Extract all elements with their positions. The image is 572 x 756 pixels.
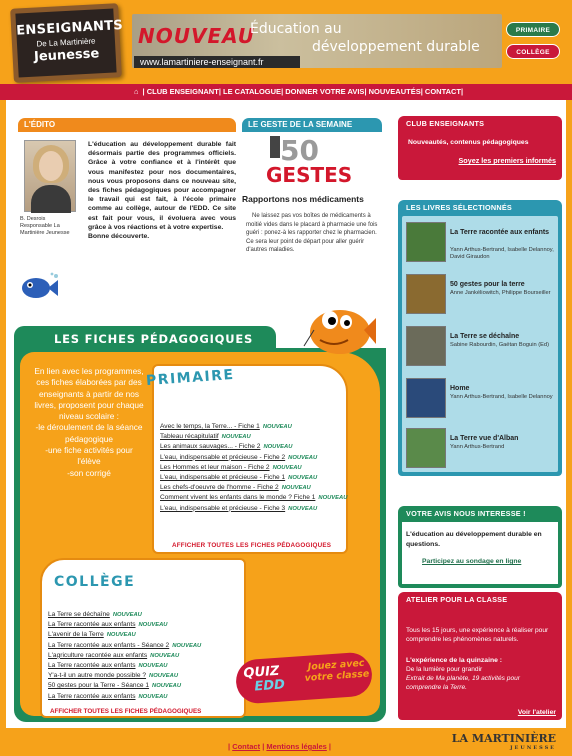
nav-item-catalogue[interactable]: LE CATALOGUE bbox=[223, 87, 282, 96]
atelier-title: ATELIER POUR LA CLASSE bbox=[406, 595, 508, 604]
banner-nouveau: NOUVEAU bbox=[138, 24, 255, 48]
book-title[interactable]: 50 gestes pour la terre bbox=[450, 281, 525, 288]
main-nav: ⌂ | CLUB ENSEIGNANT| LE CATALOGUE| DONNER VOTRE AVIS| NOUVEAUTÉS| CONTACT| bbox=[0, 84, 572, 100]
atelier-extrait: Extrait de Ma planète, 19 activités pour comprendre la Terre. bbox=[406, 675, 520, 691]
list-item[interactable]: L'agriculture racontée aux enfants NOUVEAU bbox=[48, 651, 180, 659]
publisher-logo[interactable] bbox=[452, 732, 556, 751]
book-authors: Sabine Rabourdin, Gaëtan Boguin (Ed) bbox=[450, 342, 549, 348]
publisher-name: LA MARTINIÈRE bbox=[451, 732, 556, 745]
fiches-intro: En lien avec les programmes, ces fiches élaborées par des enseignants à partir de nos livres, proposent pour chaque niveau scolaire : -le déroulement de la séance pédagogique -une fiche activités pour l'élève -son corrigé bbox=[34, 366, 144, 478]
footer-contact-link[interactable]: Contact bbox=[232, 742, 261, 751]
book-cover[interactable] bbox=[406, 222, 446, 262]
book-item[interactable] bbox=[406, 222, 554, 266]
book-cover[interactable] bbox=[406, 326, 446, 366]
edito-text: L'éducation au développement durable fait désormais partie des programmes officiels. Grâce à votre confiance et à l'intérêt que vous manifestez pour nos documentaires, nous vous proposons dans ce nouveau site, des fiches pédagogiques pour accompagner le travail qui est fait, à l'école primaire comme au collège, autour de l'EDD. Ce site est fait pour vous, il évoluera avec vous grâce à vos réactions et à votre expertise. Bonne découverte. bbox=[88, 141, 236, 241]
livres-list bbox=[402, 216, 558, 472]
book-title[interactable]: La Terre vue d'Alban bbox=[450, 435, 519, 442]
quiz-label: QUIZ bbox=[243, 663, 280, 682]
club-panel bbox=[398, 116, 562, 180]
author-photo bbox=[24, 140, 76, 212]
fiches-title: LES FICHES PÉDAGOGIQUES bbox=[14, 326, 276, 352]
book-item[interactable] bbox=[406, 428, 554, 472]
photo-face bbox=[39, 151, 63, 181]
list-item[interactable]: Les Hommes et leur maison - Fiche 2 NOUVEAU bbox=[160, 463, 302, 471]
nav-item-club[interactable]: CLUB ENSEIGNANT bbox=[146, 87, 219, 96]
list-item[interactable]: La Terre se déchaîne NOUVEAU bbox=[48, 611, 142, 618]
logo-line2: De La Martinière bbox=[36, 36, 96, 49]
atelier-link[interactable]: Voir l'atelier bbox=[517, 709, 556, 716]
list-item[interactable]: Tableau récapitulatif NOUVEAU bbox=[160, 433, 251, 441]
list-item[interactable]: L'avenir de la Terre NOUVEAU bbox=[48, 631, 136, 639]
site-logo[interactable] bbox=[10, 3, 122, 83]
nav-item-avis[interactable]: DONNER VOTRE AVIS bbox=[285, 87, 365, 96]
primaire-title: PRIMAIRE bbox=[145, 366, 236, 390]
list-item[interactable]: L'eau, indispensable et précieuse - Fiche 3 NOUVEAU bbox=[160, 504, 318, 512]
avis-text: L'éducation au développement durable en questions. bbox=[406, 531, 542, 548]
footer bbox=[6, 730, 566, 756]
avis-link[interactable]: Participez au sondage en ligne bbox=[422, 558, 522, 565]
book-cover[interactable] bbox=[406, 378, 446, 418]
home-icon[interactable]: ⌂ bbox=[134, 87, 139, 96]
blue-fish-illustration bbox=[16, 272, 60, 302]
college-box bbox=[40, 558, 246, 718]
banner-url: www.lamartiniere-enseignant.fr bbox=[134, 56, 300, 68]
club-link[interactable]: Soyez les premiers informés bbox=[458, 156, 556, 165]
banner-edu-line1: Éducation au bbox=[250, 21, 342, 37]
college-button[interactable]: COLLÈGE bbox=[506, 44, 560, 59]
main-content bbox=[6, 100, 566, 728]
book-cover[interactable] bbox=[406, 428, 446, 468]
list-item[interactable]: La Terre racontée aux enfants NOUVEAU bbox=[48, 662, 168, 670]
list-item[interactable]: L'eau, indispensable et précieuse - Fiche 1 NOUVEAU bbox=[160, 474, 318, 482]
photo-body bbox=[31, 185, 71, 213]
logo-line3: Jeunesse bbox=[33, 46, 100, 65]
geste-logo-word: GESTES bbox=[266, 163, 353, 186]
quinzaine-label: L'expérience de la quinzaine : bbox=[406, 657, 503, 664]
book-title[interactable]: La Terre racontée aux enfants bbox=[450, 229, 550, 236]
avis-panel bbox=[398, 506, 562, 588]
book-authors: Anne Jankéliowitch, Philippe Bourseiller bbox=[450, 290, 551, 296]
footer-links: | Contact | Mentions légales | bbox=[228, 742, 332, 751]
list-item[interactable]: La Terre racontée aux enfants - Séance 2 NOUVEAU bbox=[48, 641, 202, 649]
book-authors: Yann Arthus-Bertrand, Isabelle Delannoy bbox=[450, 394, 553, 400]
list-item[interactable]: L'eau, indispensable et précieuse - Fiche 2 NOUVEAU bbox=[160, 453, 318, 461]
book-title[interactable]: Home bbox=[450, 385, 470, 392]
geste-text: Ne laissez pas vos boîtes de médicaments à moitié vides dans le placard à pharmacie une fois guéri : ponez-à les rapporter chez le pharmacien. Ce sera leur point de départ pour aller guérir d'autres maladies. bbox=[246, 213, 378, 254]
primaire-show-all-link[interactable]: AFFICHER TOUTES LES FICHES PÉDAGOGIQUES bbox=[172, 542, 332, 549]
geste-headline: Rapportons nos médicaments bbox=[242, 194, 364, 204]
header bbox=[0, 0, 572, 86]
college-list bbox=[48, 610, 248, 702]
quiz-tagline: Jouez avec votre classe bbox=[304, 657, 370, 684]
book-title[interactable]: La Terre se déchaîne bbox=[450, 333, 520, 340]
avis-title: VOTRE AVIS NOUS INTERESSE ! bbox=[406, 509, 526, 518]
publisher-sub: JEUNESSE bbox=[510, 745, 556, 751]
banner-edu-line2: développement durable bbox=[312, 39, 480, 55]
author-caption: B. Desrois Responsable La Martinière Jeunesse bbox=[20, 216, 70, 236]
livres-title: LES LIVRES SÉLECTIONNÉS bbox=[406, 203, 512, 212]
club-text: Nouveautés, contenus pédagogiques bbox=[408, 139, 529, 146]
college-title: COLLÈGE bbox=[54, 574, 136, 590]
list-item[interactable]: Les animaux sauvages... - Fiche 2 NOUVEAU bbox=[160, 443, 293, 451]
primaire-list bbox=[160, 422, 350, 514]
book-authors: Yann Arthus-Bertrand bbox=[450, 444, 505, 450]
primaire-box bbox=[152, 364, 348, 554]
quiz-edd-label: EDD bbox=[253, 677, 286, 695]
list-item[interactable]: La Terre racontée aux enfants NOUVEAU bbox=[48, 692, 168, 700]
geste-logo-num: 50 bbox=[280, 134, 319, 167]
header-banner bbox=[132, 14, 502, 68]
primaire-button[interactable]: PRIMAIRE bbox=[506, 22, 560, 37]
quinzaine-text: De la lumière pour grandir bbox=[406, 666, 483, 673]
livres-panel bbox=[398, 200, 562, 476]
quiz-edd-button[interactable] bbox=[235, 651, 374, 704]
atelier-text: Tous les 15 jours, une expérience à réaliser pour comprendre les phénomènes naturels. bbox=[406, 627, 549, 643]
fiches-section bbox=[14, 326, 386, 720]
list-item[interactable]: Les chefs-d'oeuvre de l'homme - Fiche 2 NOUVEAU bbox=[160, 484, 311, 492]
footer-mentions-link[interactable]: Mentions légales bbox=[266, 742, 327, 751]
atelier-panel bbox=[398, 592, 562, 720]
list-item[interactable]: Avec le temps, la Terre... - Fiche 1 NOUVEAU bbox=[160, 423, 292, 430]
book-authors: Yann Arthus-Bertrand, Isabelle Delannoy, David Giraudon bbox=[450, 247, 554, 260]
geste-title: LE GESTE DE LA SEMAINE bbox=[242, 118, 382, 132]
nav-item-nouveautes[interactable]: NOUVEAUTÉS bbox=[368, 87, 421, 96]
list-item[interactable]: La Terre racontée aux enfants NOUVEAU bbox=[48, 621, 168, 629]
book-item[interactable] bbox=[406, 378, 554, 422]
list-item[interactable]: Y'a-t-il un autre monde possible ? NOUVEAU bbox=[48, 672, 179, 680]
book-item[interactable] bbox=[406, 326, 554, 370]
nav-item-contact[interactable]: CONTACT bbox=[424, 87, 462, 96]
fiches-panel bbox=[20, 352, 380, 716]
college-show-all-link[interactable]: AFFICHER TOUTES LES FICHES PÉDAGOGIQUES bbox=[50, 708, 202, 715]
book-cover[interactable] bbox=[406, 274, 446, 314]
atelier-quinzaine bbox=[406, 656, 556, 692]
50-gestes-logo bbox=[262, 134, 366, 186]
book-item[interactable] bbox=[406, 274, 554, 318]
orange-fish-illustration bbox=[300, 300, 376, 360]
fiches-body bbox=[14, 348, 386, 722]
club-title: CLUB ENSEIGNANTS bbox=[406, 119, 485, 128]
logo-line1: ENSEIGNANTS bbox=[15, 18, 124, 39]
list-item[interactable]: Comment vivent les enfants dans le monde ? Fiche 1 NOUVEAU bbox=[160, 494, 348, 502]
edito-title: L'ÉDITO bbox=[18, 118, 236, 132]
list-item[interactable]: 50 gestes pour la Terre - Séance 1 NOUVEAU bbox=[48, 682, 182, 690]
avis-body bbox=[402, 522, 558, 584]
